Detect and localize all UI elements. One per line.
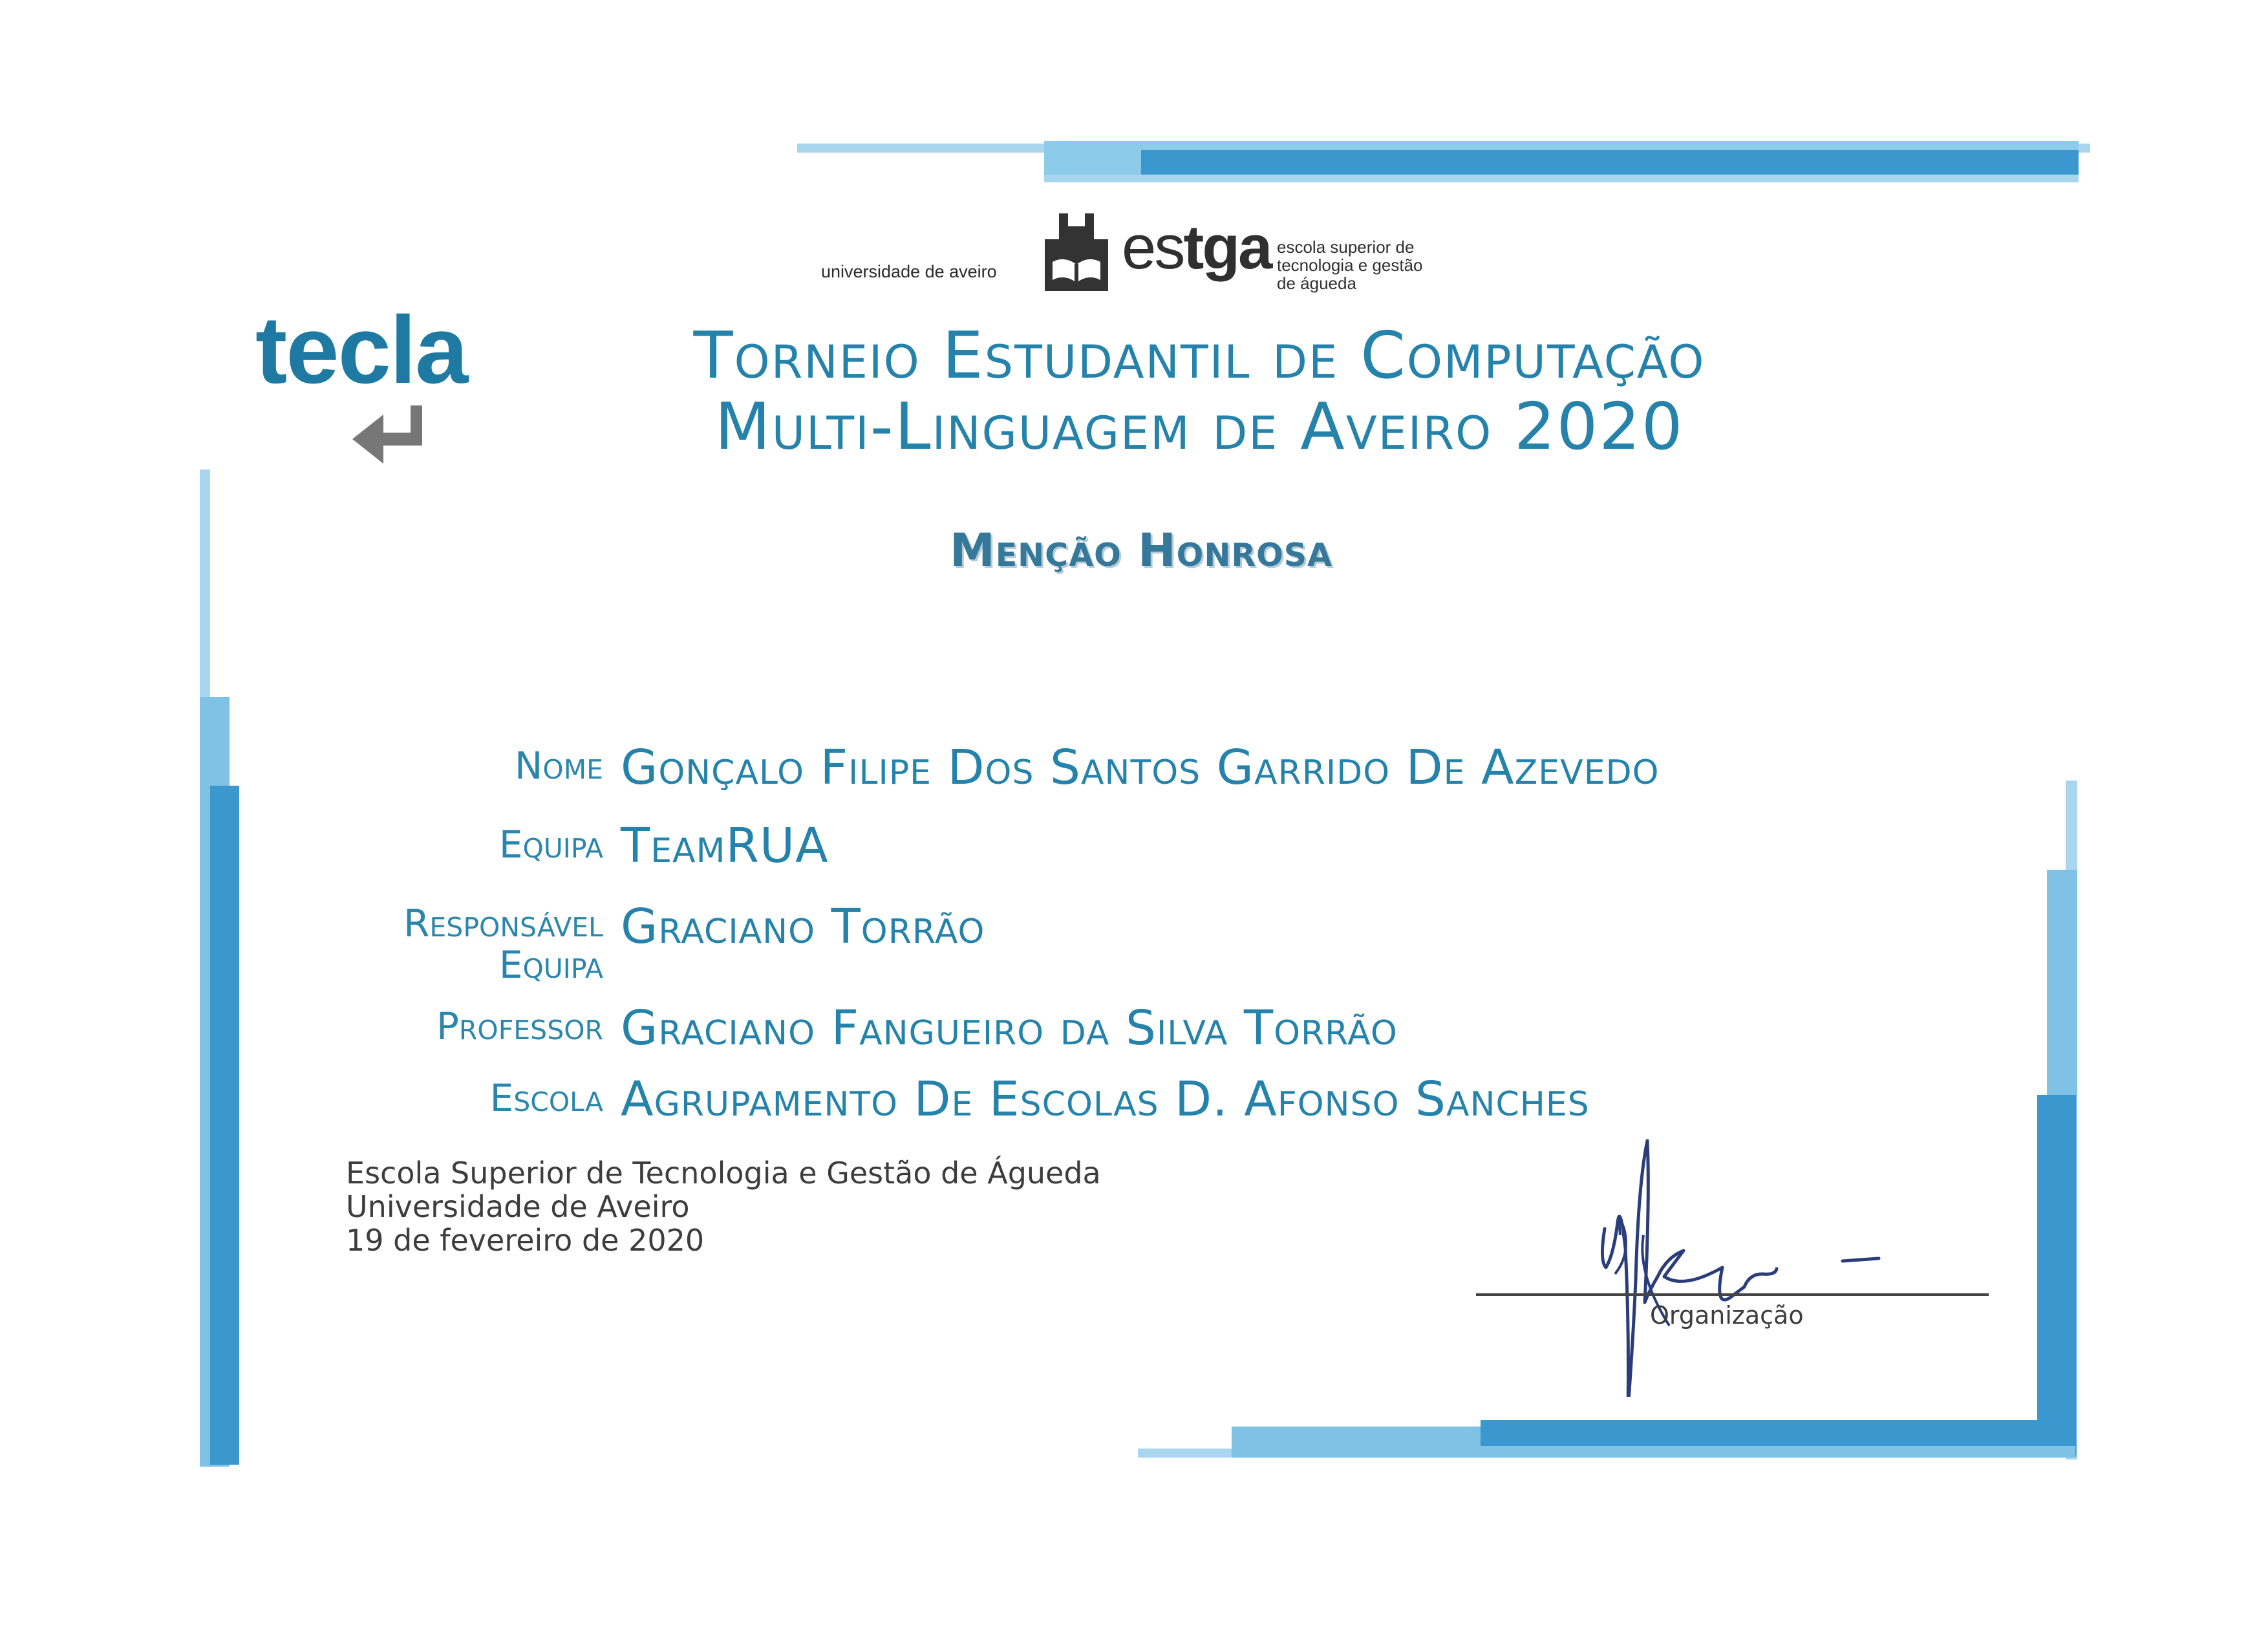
responsavel-label-line-1: Responsável [403,901,603,945]
escola-label: Escola [489,1076,603,1120]
nome-label: Nome [515,744,603,788]
certificate-title [491,320,1907,462]
tecla-logo: tecla [255,297,467,404]
footer-institution: Escola Superior de Tecnologia e Gestão de Águeda [346,1156,1101,1191]
university-name: universidade de aveiro [821,262,997,281]
estga-subtitle [1277,238,1423,292]
title-line-1: Torneio Estudantil de Computação [693,318,1706,393]
professor-value: Graciano Fangueiro da Silva Torrão [621,1000,1398,1056]
left-bar-dark [210,786,239,1465]
bottom-bar-dark [1481,1420,2075,1446]
signature-label: Organização [1650,1301,1804,1330]
footer-date: 19 de fevereiro de 2020 [346,1223,705,1258]
university-castle-logo-icon [1041,213,1112,294]
estga-bold: tga [1183,213,1271,282]
signature-line [1476,1293,1989,1296]
estga-subtitle-line-1: escola superior de [1277,237,1415,257]
estga-wordmark [1122,213,1271,282]
award-title: Menção Honrosa [950,524,1332,577]
footer-block [346,1156,1101,1257]
estga-prefix: es [1122,213,1184,282]
professor-label: Professor [436,1004,603,1048]
nome-value: Gonçalo Filipe Dos Santos Garrido De Azevedo [621,740,1660,795]
right-bar-dark [2037,1095,2076,1457]
estga-subtitle-line-3: de águeda [1277,274,1356,293]
handwritten-signature [1584,1138,1933,1397]
enter-arrow-icon [349,402,427,473]
title-line-2: Multi-Linguagem de Aveiro 2020 [714,389,1684,464]
equipa-label: Equipa [498,823,603,867]
footer-university: Universidade de Aveiro [346,1189,690,1224]
top-bar-edge [1044,175,2079,182]
responsavel-value: Graciano Torrão [621,899,985,954]
responsavel-label-line-2: Equipa [498,943,603,987]
institution-logos [821,210,1468,307]
equipa-value: TeamRUA [621,818,829,874]
estga-subtitle-line-2: tecnologia e gestão [1277,255,1423,275]
escola-value: Agrupamento De Escolas D. Afonso Sanches [621,1072,1590,1127]
